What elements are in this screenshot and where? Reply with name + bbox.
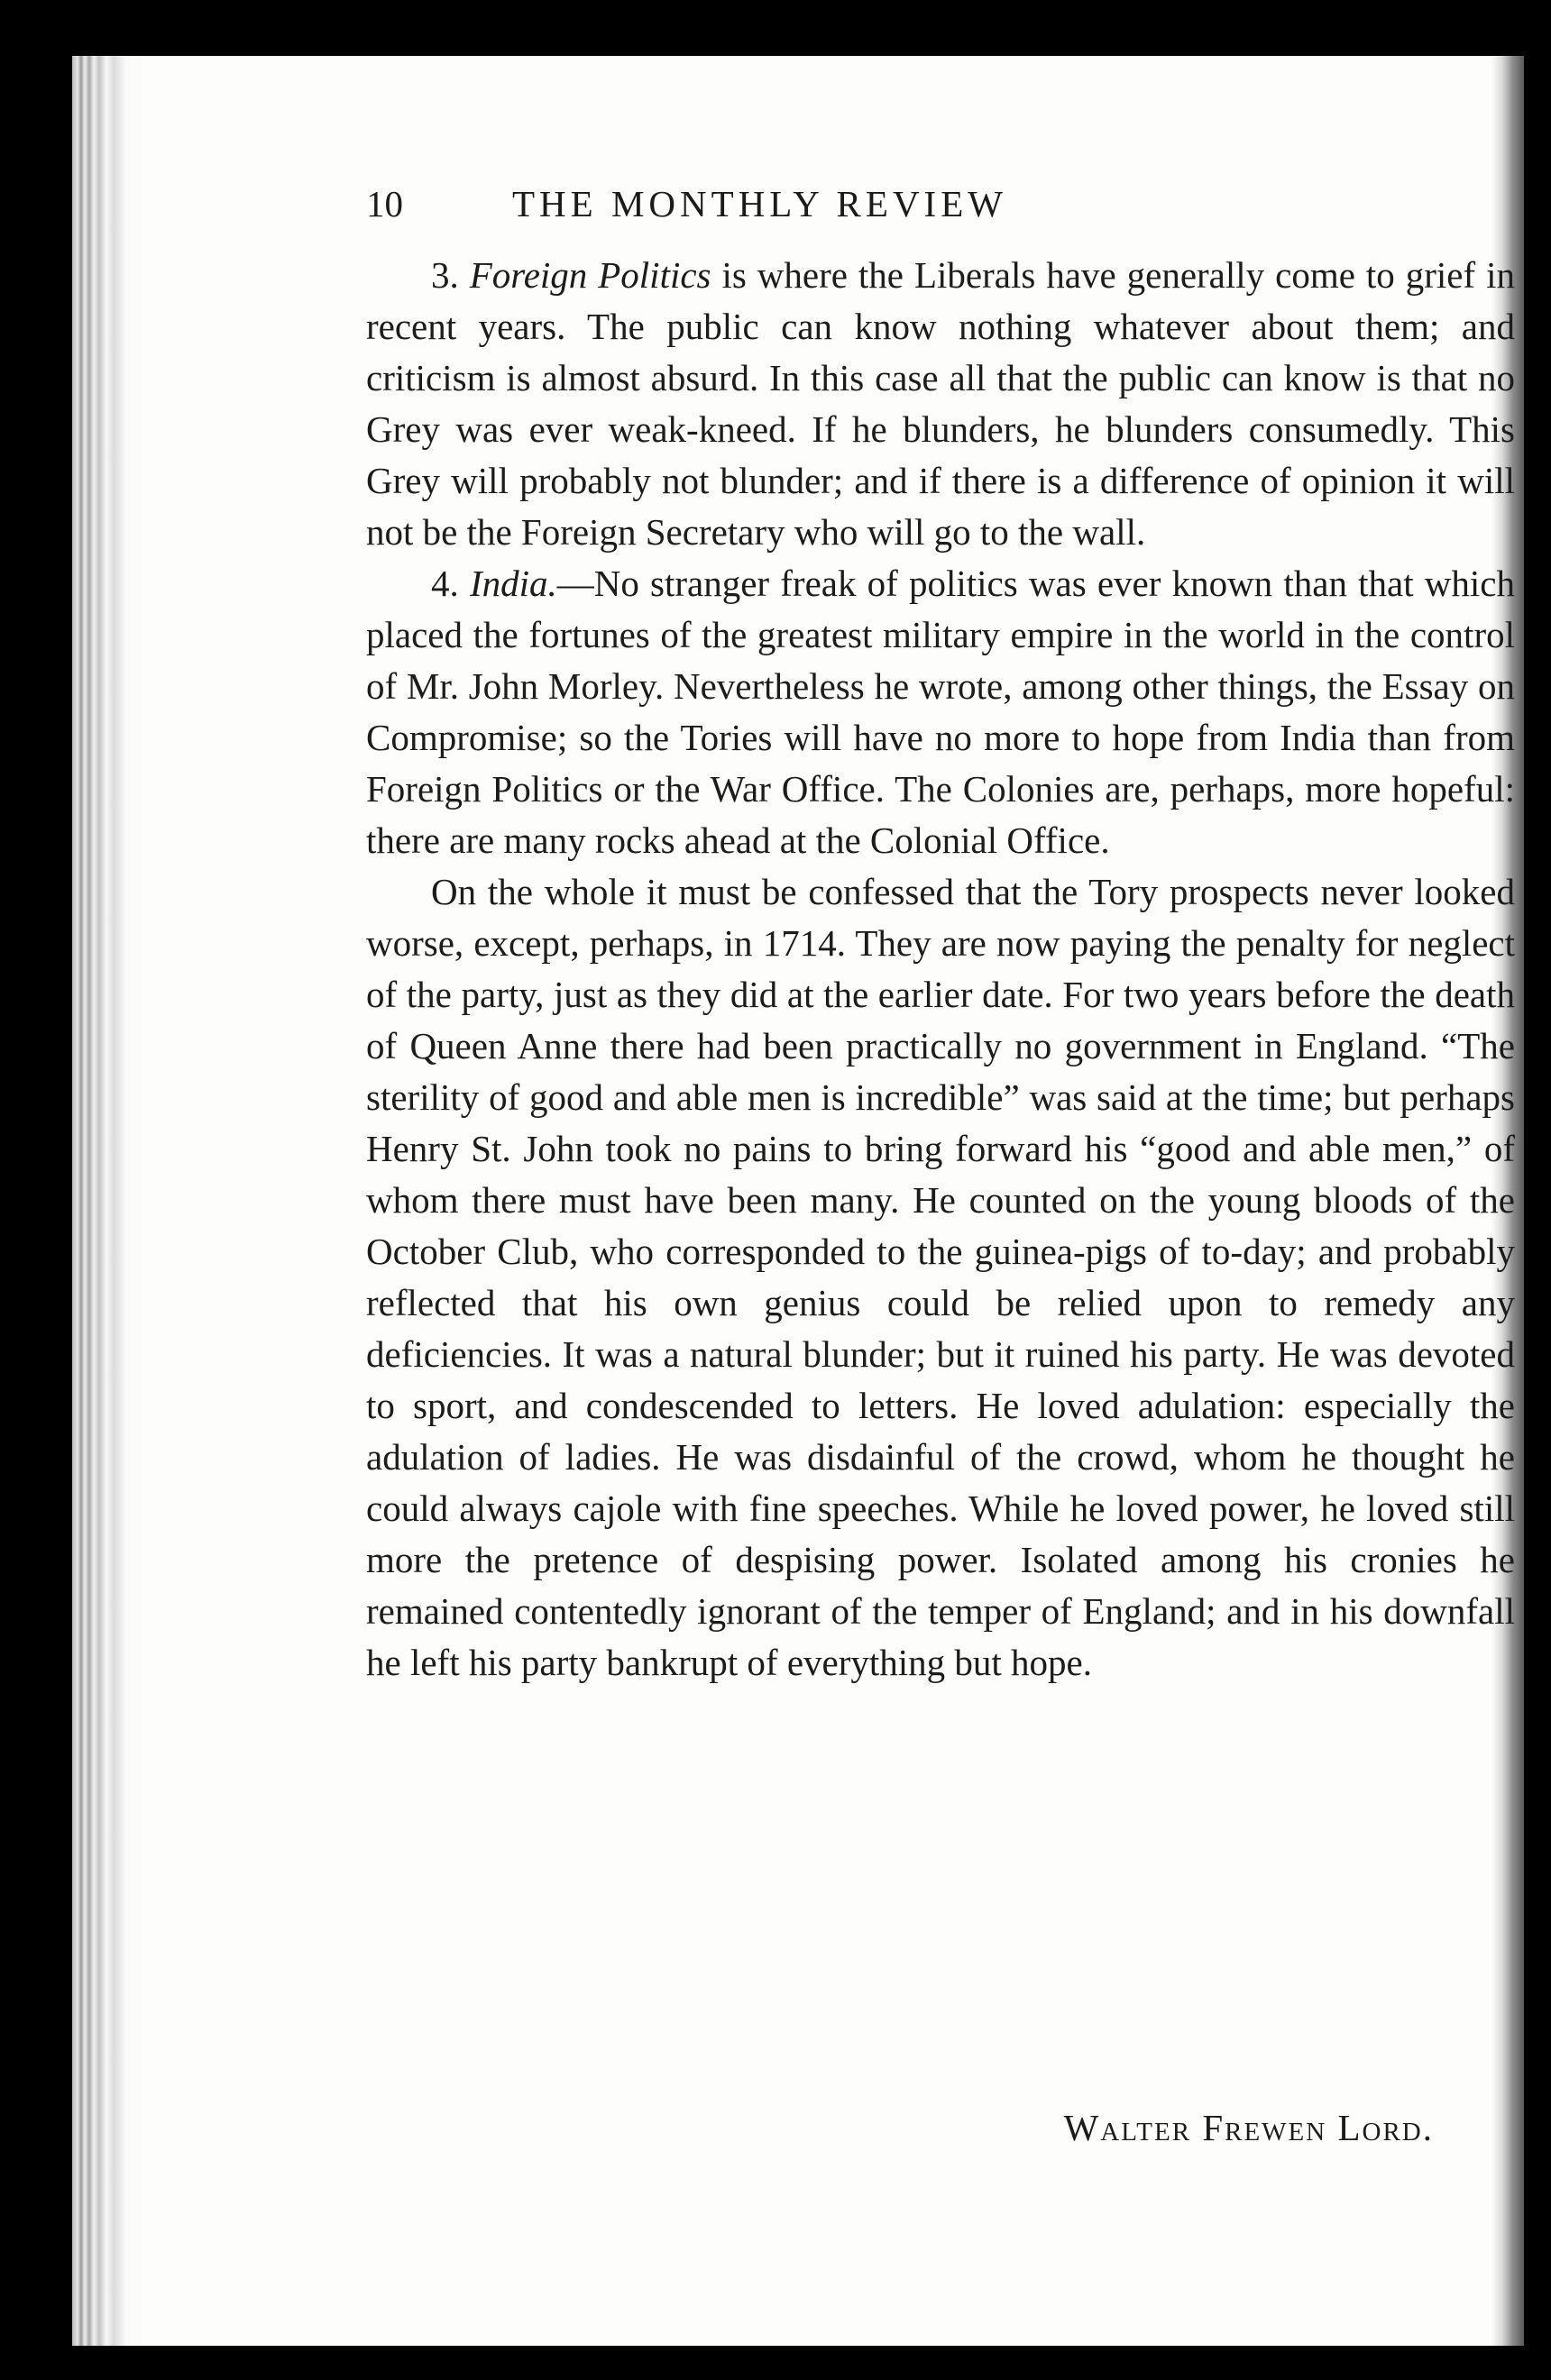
paragraph-text: On the whole it must be confessed that the Tory prospects never looked worse, except, perhaps, in 1714. They are now paying the penalty for neglect of the party, just as they did at the earlier date. For two years before the death of Queen Anne there had been practically no government in England. “The sterility of good and able men is incredible” was said at the time; but perhaps Henry St. John took no pains to bring forward his “good and able men,” of whom there must have been many. He counted on the young bloods of the October Club, who corresponded to the guinea-pigs of to-day; and probably reflected that his own genius could be relied upon to remedy any deficiencies. It was a natural blunder; but it ruined his party. He was devoted to sport, and condescended to letters. He loved adulation: especially the adulation of ladies. He was disdainful of the crowd, whom he thought he could always cajole with fine speeches. While he loved power, he loved still more the pretence of despising power. Isolated among his cronies he remained contentedly ignorant of the temper of England; and in his downfall he left his party bankrupt of everything but hope. [366,871,1515,1683]
paragraph-number: 4. [431,563,459,604]
paragraph-text: —No stranger freak of politics was ever known than that which placed the fortunes of the greatest military empire in the world in the control of Mr. John Morley. Nevertheless he wrote, among other things, the Essay on Compromise; so the Tories will have no more to hope from India than from Foreign Politics or the War Office. The Colonies are, perhaps, more hopeful: there are many rocks ahead at the Colonial Office. [366,563,1515,861]
paragraph-lead: Foreign Politics [469,254,711,296]
book-page [72,56,1524,2346]
paragraph-india [366,558,1515,866]
binding-gutter [72,56,144,2346]
page-number: 10 [366,183,403,224]
running-title: THE MONTHLY REVIEW [512,183,1007,224]
paragraph-number: 3. [431,254,459,296]
running-header [366,182,1295,236]
paragraph-lead: India. [469,563,557,604]
article-body [366,250,1515,1689]
paragraph-conclusion [366,866,1515,1689]
author-signature: Walter Frewen Lord. [1063,2107,1434,2148]
paragraph-text: is where the Liberals have generally come to grief in recent years. The public can know nothing whatever about them; and criticism is almost absurd. In this case all that the public can know is that no Grey was ever weak-kneed. If he blunders, he blunders consumedly. This Grey will probably not blunder; and if there is a difference of opinion it will not be the Foreign Secretary who will go to the wall. [366,254,1515,553]
paragraph-foreign-politics [366,250,1515,558]
